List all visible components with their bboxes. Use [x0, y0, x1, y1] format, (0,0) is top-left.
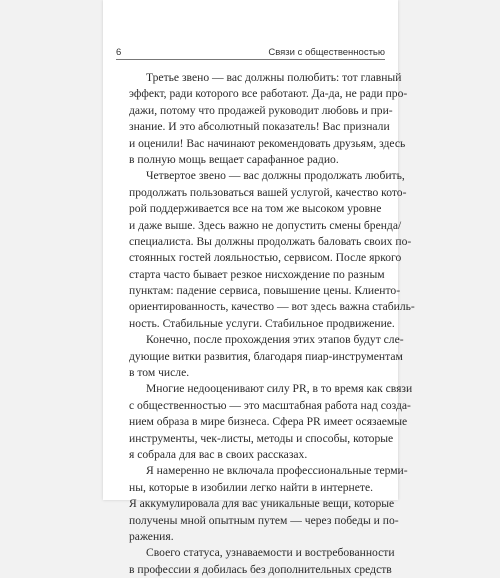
running-title: Связи с общественностью: [268, 47, 385, 58]
text-line: Я аккумулировала для вас уникальные вещи, которые: [129, 497, 395, 511]
page-number: 6: [116, 47, 122, 58]
text-line: Четвертое звено — вас должны продолжать любить,: [146, 169, 405, 183]
text-line: нием образа в мире бизнеса. Сфера PR имеет осязаемые: [129, 415, 408, 429]
text-line: и даже выше. Здесь важно не допустить смены бренда/: [129, 218, 402, 232]
text-line: ориентированность, качество — вот здесь важна стабиль-: [129, 300, 415, 314]
text-line: ность. Стабильные услуги. Стабильное продвижение.: [129, 316, 395, 330]
text-line: дующие витки развития, благодаря пиар-инструментам: [129, 349, 403, 363]
text-line: Я намеренно не включала профессиональные терми-: [146, 464, 408, 478]
text-line: Конечно, после прохождения этих этапов будут сле-: [146, 333, 404, 347]
text-line: Третье звено — вас должны полюбить: тот главный: [146, 71, 402, 84]
text-line: рой поддерживается все на том же высоком уровне: [129, 202, 382, 216]
text-line: я собрала для вас в своих рассказах.: [129, 447, 308, 461]
text-line: знание. И это абсолютный показатель! Вас признали: [129, 120, 390, 134]
text-line: Своего статуса, узнаваемости и востребованности: [146, 546, 395, 560]
text-line: старта часто бывает резкое нисхождение по разным: [129, 267, 385, 281]
text-line: ны, которые в изобилии легко найти в интернете.: [129, 480, 373, 494]
text-line: пунктам: падение сервиса, повышение цены. Клиенто-: [129, 284, 401, 298]
text-line: дажи, потому что продажей руководит любовь и при-: [129, 103, 393, 117]
header-rule: [116, 59, 385, 60]
text-line: стоянных гостей лояльностью, сервисом. После яркого: [129, 251, 402, 265]
text-line: продолжать пользоваться вашей услугой, качество кото-: [129, 185, 407, 199]
text-line: эффект, ради которого все работают. Да-да, не ради про-: [129, 87, 408, 101]
text-line: в том числе.: [129, 366, 190, 380]
text-line: и оценили! Вас начинают рекомендовать друзьям, здесь: [129, 136, 406, 150]
text-line: в полную мощь вещает сарафанное радио.: [129, 152, 339, 166]
text-line: Многие недооценивают силу PR, в то время как связи: [146, 382, 413, 396]
text-line: получены мной опытным путем — через победы и по-: [129, 513, 399, 527]
body-text: [129, 70, 415, 578]
text-line: ражения.: [129, 529, 174, 543]
text-line: инструменты, чек-листы, методы и способы, которые: [129, 431, 394, 445]
book-page: [103, 0, 415, 576]
text-line: с общественностью — это масштабная работа над созда-: [129, 398, 411, 412]
text-line: в профессии я добилась без дополнительных средств: [129, 562, 392, 576]
text-line: специалиста. Вы должны продолжать баловать своих по-: [129, 234, 412, 248]
